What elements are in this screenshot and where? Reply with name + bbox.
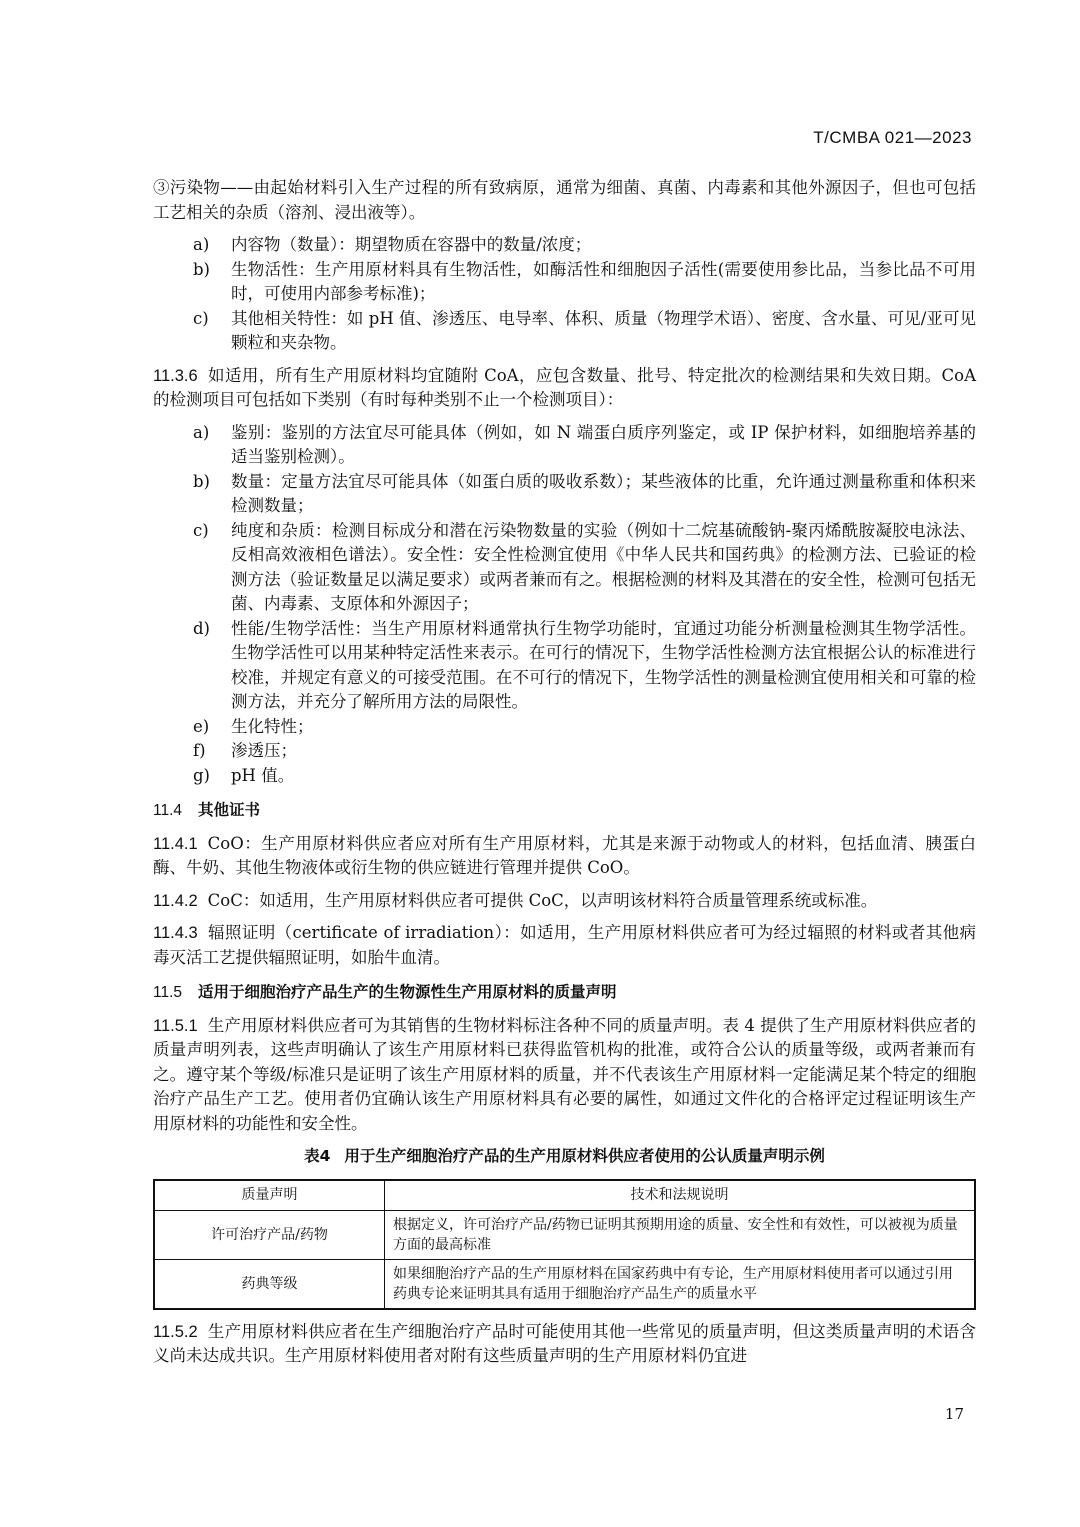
column-header: 技术和法规说明 xyxy=(385,1180,976,1211)
list-item: f) 渗透压； xyxy=(193,741,297,760)
clause-number: 11.3.6 xyxy=(153,366,198,385)
quality-claims-table xyxy=(153,1179,976,1310)
clause-11-4-2: 11.4.2 CoC：如适用，生产用原材料供应者可提供 CoC，以声明该材料符合质量管理系统或标准。 xyxy=(153,890,878,910)
list-item: g) pH 值。 xyxy=(193,765,295,785)
page-number: 17 xyxy=(944,1405,964,1423)
list-item: b) 数量：定量方法宜尽可能具体（如蛋白质的吸收系数）；某些液体的比重，允许通过测量称重和体积来检测数量； xyxy=(193,471,976,515)
table-title: 用于生产细胞治疗产品的生产用原材料供应者使用的公认质量声明示例 xyxy=(344,1147,825,1165)
clause-11-5-1: 11.5.1 生产用原材料供应者可为其销售的生物材料标注各种不同的质量声明。表 4 提供了生产用原材料供应者的质量声明列表，这些声明确认了该生产用原材料已获得监管机构的批准，或符合公认的质量等级，或两者兼而有之。遵守某个等级/标准只是证明了该生产用原材料的质量，并不代表该生产用原材料一定能满足某个特定的细胞治疗产品生产工艺。使用者仍宜确认该生产用原材料具有必要的属性，如通过文件化的合格评定过程证明该生产用原材料的功能性和安全性。 xyxy=(153,1015,976,1133)
column-header: 质量声明 xyxy=(154,1180,385,1211)
table-header-row xyxy=(154,1180,975,1211)
item-list-2 xyxy=(153,421,976,789)
table-cell: 药典等级 xyxy=(154,1259,385,1309)
list-item: a) 内容物（数量）：期望物质在容器中的数量/浓度； xyxy=(193,235,592,254)
clause-11-4-1: 11.4.1 CoO：生产用原材料供应者应对所有生产用原材料，尤其是来源于动物或人的材料，包括血清、胰蛋白酶、牛奶、其他生物液体或衍生物的供应链进行管理并提供 CoO。 xyxy=(153,833,976,877)
section-heading-11-4: 11.4 其他证书 xyxy=(153,801,261,819)
table-row xyxy=(154,1259,975,1309)
contaminant-paragraph: ③污染物——由起始材料引入生产过程的所有致病原，通常为细菌、真菌、内毒素和其他外源因子，但也可包括工艺相关的杂质（溶剂、浸出液等）。 xyxy=(153,178,976,222)
list-item: c) 其他相关特性：如 pH 值、渗透压、电导率、体积、质量（物理学术语）、密度、含水量、可见/亚可见颗粒和夹杂物。 xyxy=(193,308,976,352)
list-item: b) 生物活性：生产用原材料具有生物活性，如酶活性和细胞因子活性(需要使用参比品，当参比品不可用时，可使用内部参考标准)； xyxy=(193,259,976,303)
list-item: d) 性能/生物学活性：当生产用原材料通常执行生物学功能时，宜通过功能分析测量检测其生物学活性。生物学活性可以用某种特定活性来表示。在可行的情况下，生物学活性检测方法宜根据公认的标准进行校准，并规定有意义的可接受范围。在不可行的情况下，生物学活性的测量检测宜使用相关和可靠的检测方法，并充分了解所用方法的局限性。 xyxy=(193,618,976,711)
section-heading-11-5: 11.5 适用于细胞治疗产品生产的生物源性生产用原材料的质量声明 xyxy=(153,983,617,1001)
table-row xyxy=(154,1210,975,1259)
table-cell: 许可治疗产品/药物 xyxy=(154,1210,385,1259)
table-cell: 根据定义，许可治疗产品/药物已证明其预期用途的质量、安全性和有效性，可以被视为质量方面的最高标准 xyxy=(385,1210,976,1259)
list-item: e) 生化特性； xyxy=(193,716,314,736)
clause-11-5-2: 11.5.2 生产用原材料供应者在生产细胞治疗产品时可能使用其他一些常见的质量声明，但这类质量声明的术语含义尚未达成共识。生产用原材料使用者对附有这些质量声明的生产用原材料仍宜进 xyxy=(153,1321,976,1365)
table-cell: 如果细胞治疗产品的生产用原材料在国家药典中有专论，生产用原材料使用者可以通过引用药典专论来证明其具有适用于细胞治疗产品生产的质量水平 xyxy=(385,1259,976,1309)
item-list-1 xyxy=(153,233,976,356)
document-body xyxy=(153,176,976,1377)
standard-code: T/CMBA 021—2023 xyxy=(813,128,972,147)
clause-11-3-6: 11.3.6 如适用，所有生产用原材料均宜随附 CoA，应包含数量、批号、特定批次的检测结果和失效日期。CoA 的检测项目可包括如下类别（有时每种类别不止一个检测项目）： xyxy=(153,365,976,409)
list-item: c) 纯度和杂质：检测目标成分和潜在污染物数量的实验（例如十二烷基硫酸钠-聚丙烯酰胺凝胶电泳法、反相高效液相色谱法）。安全性：安全性检测宜使用《中华人民共和国药典》的检测方法、已验证的检测方法（验证数量足以满足要求）或两者兼而有之。根据检测的材料及其潜在的安全性，检测可包括无菌、内毒素、支原体和外源因子； xyxy=(193,520,976,613)
table-caption xyxy=(153,1144,976,1169)
list-item: a) 鉴别：鉴别的方法宜尽可能具体（例如，如 N 端蛋白质序列鉴定，或 IP 保护材料，如细胞培养基的适当鉴别检测）。 xyxy=(193,422,976,466)
table-label: 表4 xyxy=(304,1147,331,1165)
clause-11-4-3: 11.4.3 辐照证明（certificate of irradiation）：如适用，生产用原材料供应者可为经过辐照的材料或者其他病毒灭活工艺提供辐照证明，如胎牛血清。 xyxy=(153,923,976,967)
